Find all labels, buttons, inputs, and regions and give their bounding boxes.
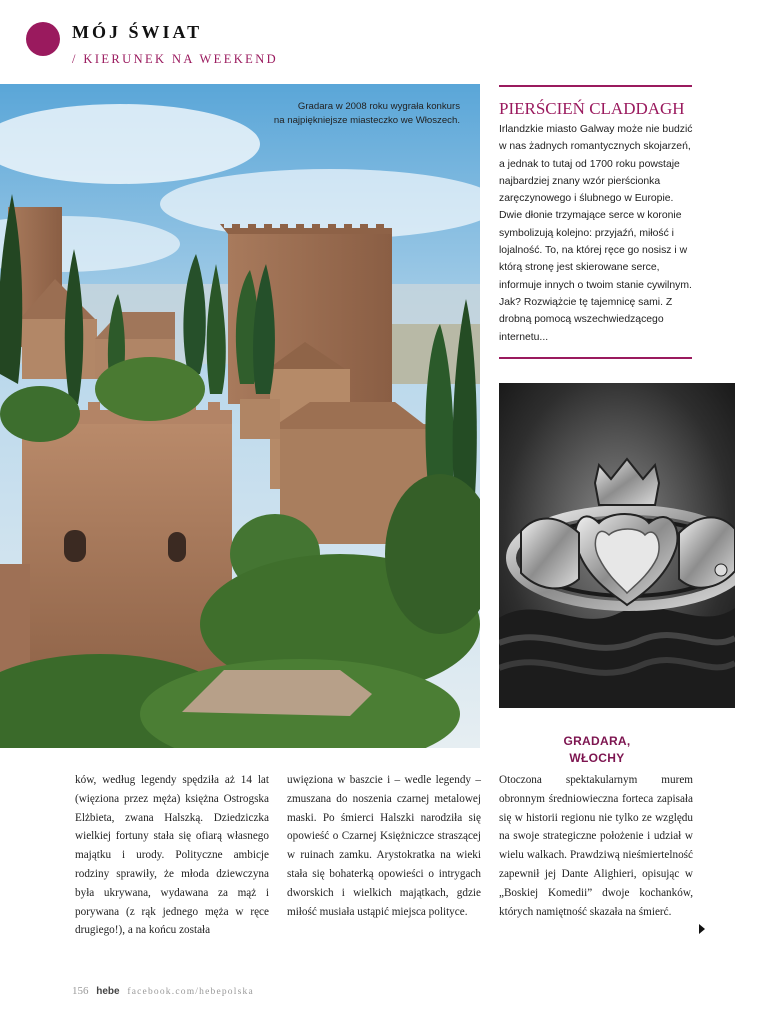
body-column-3 <box>499 771 693 921</box>
section-title: MÓJ ŚWIAT <box>72 22 203 42</box>
ring-illustration <box>499 383 735 708</box>
hero-caption-line1: Gradara w 2008 roku wygrała konkurs <box>297 101 460 112</box>
continue-arrow-icon <box>699 924 705 934</box>
page-number: 156 <box>72 985 89 997</box>
section-subtitle: / KIERUNEK NA WEEKEND <box>72 52 279 66</box>
sidebar-paragraph: Irlandzkie miasto Galway może nie budzić w nas żadnych romantycznych skojarzeń, a jednak to tutaj od 1700 roku powstaje najbardziej znany wzór pierścionka zaręczynowego i ślubnego w Europie. Dwie dłonie trzymające serce w koronie symbolizują kolejno: przyjaźń, miłość i lojalność. To, na której ręce go nosisz i w którą stronę jest skierowane serce, informuje innych o twoim stanie cywilnym. Jak? Rozwiążcie tę tajemnicę sami. Z drobną pomocą wszechwiedzącego internetu... <box>499 124 693 343</box>
location-line1: GRADARA, <box>563 734 631 748</box>
sidebar-top-rule <box>499 85 692 87</box>
hero-caption-line2: na najpiękniejsze miasteczko we Włoszech. <box>273 115 460 126</box>
section-color-dot <box>26 22 60 56</box>
sidebar-bottom-rule <box>499 357 692 359</box>
location-line2: WŁOCHY <box>569 751 625 765</box>
body-paragraph: uwięziona w baszcie i – wedle legendy – zmuszana do noszenia czarnej metalowej maski. Po śmierci Halszki narodziła się opowieść o Czarnej Księżniczce straszącej w ruinach zamku. Arystokratka na wieki stała się bohaterką opowieści o intrygach dworskich i wielkich majątkach, gdzie miłość musiała ustąpić miejsca polityce. <box>287 774 481 918</box>
sidebar-title: PIERŚCIEŃ CLADDAGH <box>499 99 685 118</box>
body-paragraph: ków, według legendy spędziła aż 14 lat (więziona przez męża) księżna Ostrogska Elżbieta, zwana Halszką. Dziedziczka wielkiej fortuny stała się ofiarą własnego majątku i urody. Polityczne ambicje rodziny sprawiły, że młoda dziewczyna była ukrywana, wydawana za mąż i porywana (z rąk jednego męża w ręce drugiego!), a na końcu została <box>75 774 269 937</box>
hero-caption <box>258 100 460 128</box>
body-column-1 <box>75 771 269 940</box>
claddagh-ring-photo <box>499 383 735 708</box>
page-footer <box>72 985 254 997</box>
brand-logo: hebe <box>96 986 120 997</box>
hero-photo <box>0 84 480 748</box>
location-heading <box>499 733 695 767</box>
alhambra-illustration <box>0 84 480 748</box>
body-paragraph: Otoczona spektakularnym murem obronnym średniowieczna forteca zapisała się w historii regionu nie tylko ze względu na swoje strategiczne położenie i udział w wielu walkach. Prawdziwą nieśmiertelność zapewnił jej Dante Alighieri, opisując w „Boskiej Komedii” dwoje kochanków, których namiętność skazała na śmierć. <box>499 774 693 918</box>
footer-url: facebook.com/hebepolska <box>127 987 254 997</box>
body-column-2 <box>287 771 481 921</box>
sidebar-text <box>499 121 695 346</box>
